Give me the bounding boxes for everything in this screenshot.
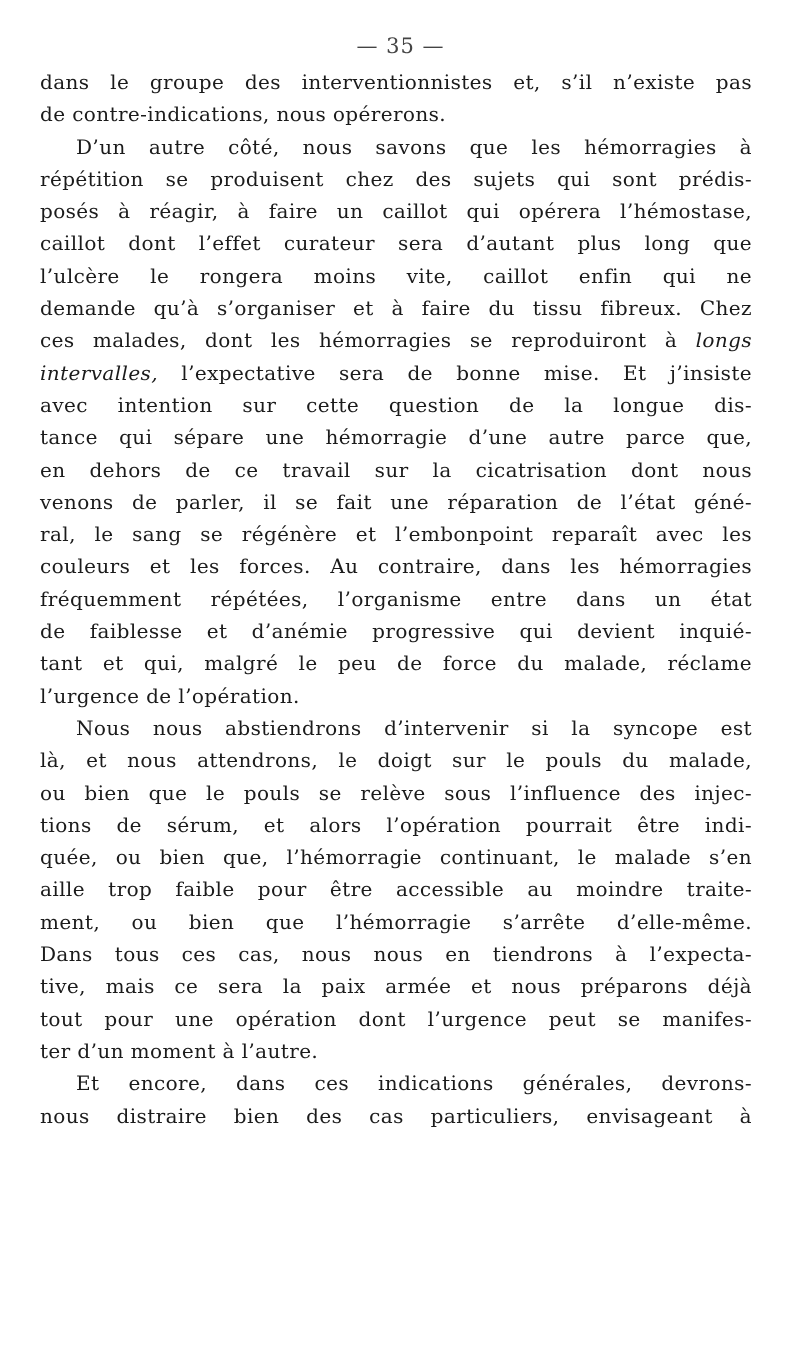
text-segment: venons de parler, il se fait une réparation de l’état géné- <box>40 489 752 514</box>
text-line <box>40 712 752 744</box>
text-line <box>40 195 752 227</box>
italic-text-segment: longs <box>695 328 752 353</box>
text-line <box>40 227 752 259</box>
text-segment: Nous nous abstiendrons d’intervenir si la syncope est <box>76 715 752 740</box>
text-segment: quée, ou bien que, l’hémorragie continuant, le malade s’en <box>40 845 752 870</box>
text-segment: de contre-indications, nous opérerons. <box>40 102 447 127</box>
text-line <box>40 744 752 776</box>
text-segment: couleurs et les forces. Au contraire, dans les hémorragies <box>40 554 752 579</box>
text-segment: caillot dont l’effet curateur sera d’autant plus long que <box>40 231 752 256</box>
text-line <box>40 873 752 905</box>
text-segment: aille trop faible pour être accessible au moindre traite- <box>40 877 752 902</box>
text-segment: D’un autre côté, nous savons que les hémorragies à <box>76 134 752 159</box>
text-line <box>40 1003 752 1035</box>
text-line <box>40 647 752 679</box>
body-text <box>40 66 752 1132</box>
text-line <box>40 809 752 841</box>
text-line <box>40 518 752 550</box>
text-segment: tive, mais ce sera la paix armée et nous préparons déjà <box>40 974 752 999</box>
page-number: — 35 — <box>356 34 445 58</box>
text-segment: répétition se produisent chez des sujets qui sont prédis- <box>40 166 752 191</box>
text-line <box>40 131 752 163</box>
text-line <box>40 454 752 486</box>
text-segment: fréquemment répétées, l’organisme entre dans un état <box>40 586 752 611</box>
text-line <box>40 324 752 356</box>
text-segment: en dehors de ce travail sur la cicatrisation dont nous <box>40 457 752 482</box>
text-segment: demande qu’à s’organiser et à faire du tissu fibreux. Chez <box>40 296 752 321</box>
text-line <box>40 550 752 582</box>
text-line <box>40 163 752 195</box>
text-segment: ter d’un moment à l’autre. <box>40 1038 319 1063</box>
text-segment: dans le groupe des interventionnistes et, s’il n’existe pas <box>40 70 752 94</box>
text-line <box>40 421 752 453</box>
text-segment: tions de sérum, et alors l’opération pourrait être indi- <box>40 812 752 837</box>
text-segment: tout pour une opération dont l’urgence peut se manifes- <box>40 1006 752 1031</box>
text-line <box>40 292 752 324</box>
text-line <box>40 970 752 1002</box>
text-line <box>40 583 752 615</box>
text-segment: là, et nous attendrons, le doigt sur le pouls du malade, <box>40 748 752 773</box>
text-segment: posés à réagir, à faire un caillot qui opérera l’hémostase, <box>40 199 752 224</box>
text-line <box>40 680 752 712</box>
text-segment: tant et qui, malgré le peu de force du malade, réclame <box>40 651 752 676</box>
text-segment: de faiblesse et d’anémie progressive qui devient inquié- <box>40 619 752 644</box>
italic-text-segment: intervalles, <box>40 360 158 385</box>
text-line <box>40 66 752 98</box>
text-segment: ou bien que le pouls se relève sous l’influence des injec- <box>40 780 752 805</box>
text-segment: Et encore, dans ces indications générales, devrons- <box>76 1071 752 1096</box>
text-segment: nous distraire bien des cas particuliers, envisageant à <box>40 1103 752 1128</box>
text-line <box>40 1035 752 1067</box>
text-line <box>40 615 752 647</box>
text-line <box>40 1100 752 1132</box>
text-line <box>40 1067 752 1099</box>
text-segment: ral, le sang se régénère et l’embonpoint reparaît avec les <box>40 522 752 547</box>
text-line <box>40 841 752 873</box>
text-segment: l’ulcère le rongera moins vite, caillot enfin qui ne <box>40 263 752 288</box>
text-segment: avec intention sur cette question de la longue dis- <box>40 392 752 417</box>
text-line <box>40 777 752 809</box>
text-line <box>40 938 752 970</box>
text-segment: l’urgence de l’opération. <box>40 683 300 708</box>
text-line <box>40 389 752 421</box>
text-segment: l’expectative sera de bonne mise. Et j’insiste <box>157 360 752 385</box>
text-line <box>40 357 752 389</box>
text-segment: Dans tous ces cas, nous nous en tiendrons à l’expecta- <box>40 942 752 967</box>
text-line <box>40 486 752 518</box>
text-segment: ment, ou bien que l’hémorragie s’arrête d’elle-même. <box>40 909 752 934</box>
text-line <box>40 906 752 938</box>
text-segment: tance qui sépare une hémorragie d’une autre parce que, <box>40 425 752 450</box>
text-line <box>40 98 752 130</box>
text-line <box>40 260 752 292</box>
text-segment: ces malades, dont les hémorragies se reproduiront à <box>40 328 696 353</box>
